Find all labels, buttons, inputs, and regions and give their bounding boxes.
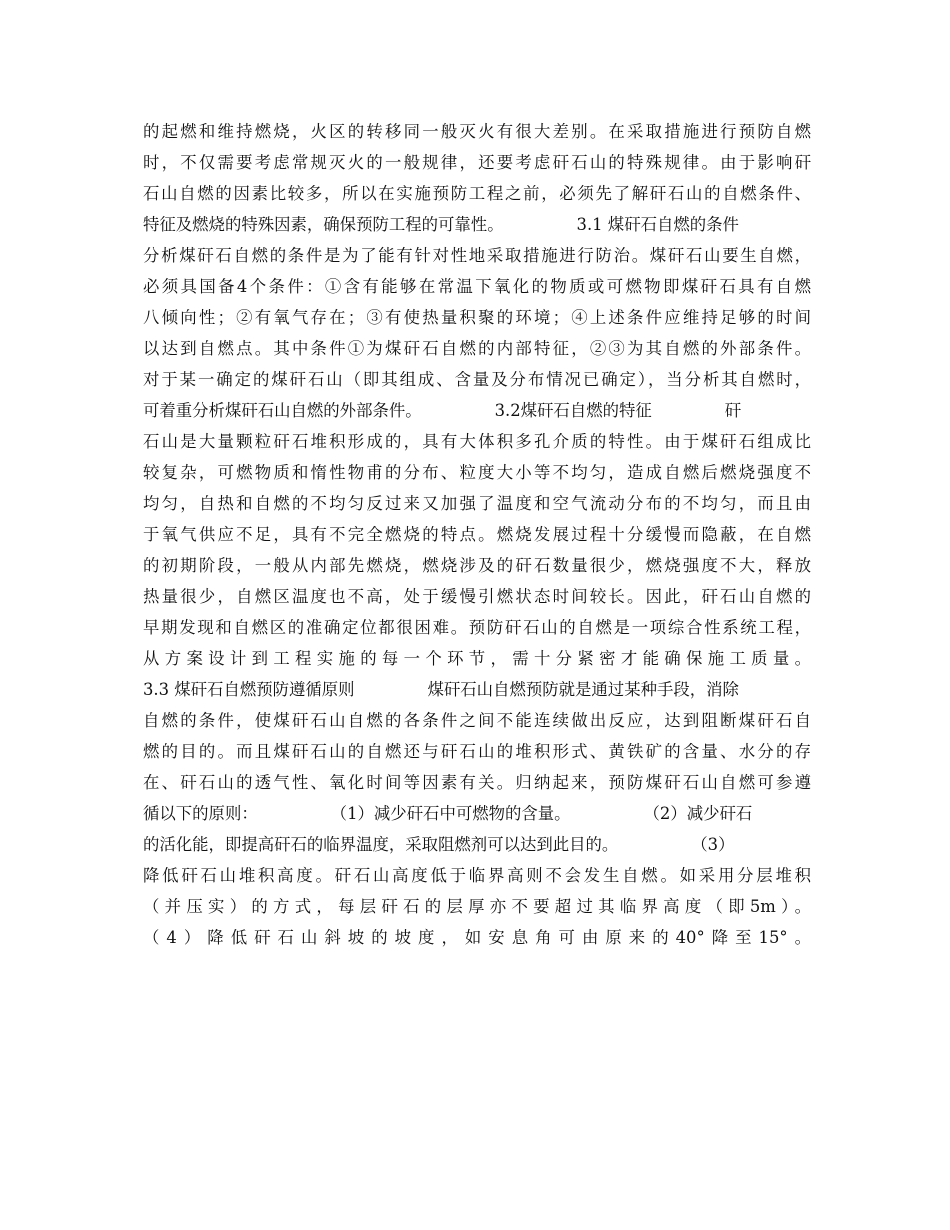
text-line: （4）降低矸石山斜坡的坡度，如安息角可由原来的40°降至15°。 [143,928,811,947]
text-line: 石山自燃的因素比较多，所以在实施预防工程之前，必须先了解矸石山的自燃条件、 [143,184,811,203]
text-line: 均匀，自热和自燃的不均匀反过来又加强了温度和空气流动分布的不均匀，而且由 [143,494,811,513]
text-line: （并压实）的方式，每层矸石的层厚亦不要超过其临界高度（即5m）。 [143,897,811,916]
text-line: 早期发现和自燃区的准确定位都很困难。预防矸石山的自燃是一项综合性系统工程， [143,618,811,637]
text-line: 循以下的原则： （1）减少矸石中可燃物的含量。 （2）减少矸石 [143,804,753,823]
text-line: 的起燃和维持燃烧，火区的转移同一般灭火有很大差别。在采取措施进行预防自燃 [143,122,811,141]
text-line: 可着重分析煤矸石山自燃的外部条件。 3.2煤矸石自燃的特征 矸 [143,401,742,420]
text-line: 降低矸石山堆积高度。矸石山高度低于临界高则不会发生自燃。如采用分层堆积 [143,866,811,885]
text-line: 八倾向性；②有氧气存在；③有使热量积聚的环境；④上述条件应维持足够的时间 [143,308,811,327]
text-line: 的初期阶段，一般从内部先燃烧，燃烧涉及的矸石数量很少，燃烧强度不大，释放 [143,556,811,575]
text-line: 3.3 煤矸石自燃预防遵循原则 煤矸石山自燃预防就是通过某种手段，消除 [143,680,739,699]
text-line: 较复杂，可燃物质和惰性物甫的分布、粒度大小等不均匀，造成自燃后燃烧强度不 [143,463,811,482]
text-line: 的活化能，即提高矸石的临界温度，采取阻燃剂可以达到此目的。 （3） [143,835,735,854]
text-line: 分析煤矸石自燃的条件是为了能有针对性地采取措施进行防治。煤矸石山要生自燃， [143,246,811,265]
text-line: 于氧气供应不足，具有不完全燃烧的特点。燃烧发展过程十分缓慢而隐蔽，在自燃 [143,525,811,544]
text-line: 从方案设计到工程实施的每一个环节，需十分紧密才能确保施工质量。 [143,649,811,668]
text-line: 对于某一确定的煤矸石山（即其组成、含量及分布情况已确定），当分析其自燃时， [143,370,811,389]
text-line: 以达到自燃点。其中条件①为煤矸石自燃的内部特征，②③为其自燃的外部条件。 [143,339,811,358]
text-line: 燃的目的。而且煤矸石山的自燃还与矸石山的堆积形式、黄铁矿的含量、水分的存 [143,742,811,761]
text-line: 热量很少，自燃区温度也不高，处于缓慢引燃状态时间较长。因此，矸石山自燃的 [143,587,811,606]
text-line: 在、矸石山的透气性、氧化时间等因素有关。归纳起来，预防煤矸石山自燃可参遵 [143,773,811,792]
text-line: 特征及燃烧的特殊因素，确保预防工程的可靠性。 3.1 煤矸石自燃的条件 [143,215,739,234]
body-text [143,116,811,953]
text-line: 自燃的条件，使煤矸石山自燃的各条件之间不能连续做出反应，达到阻断煤矸石自 [143,711,811,730]
text-line: 时，不仅需要考虑常规灭火的一般规律，还要考虑矸石山的特殊规律。由于影响矸 [143,153,811,172]
text-line: 石山是大量颗粒矸石堆积形成的，具有大体积多孔介质的特性。由于煤矸石组成比 [143,432,811,451]
text-line: 必须具国备4个条件：①含有能够在常温下氧化的物质或可燃物即煤矸石具有自燃 [143,277,811,296]
